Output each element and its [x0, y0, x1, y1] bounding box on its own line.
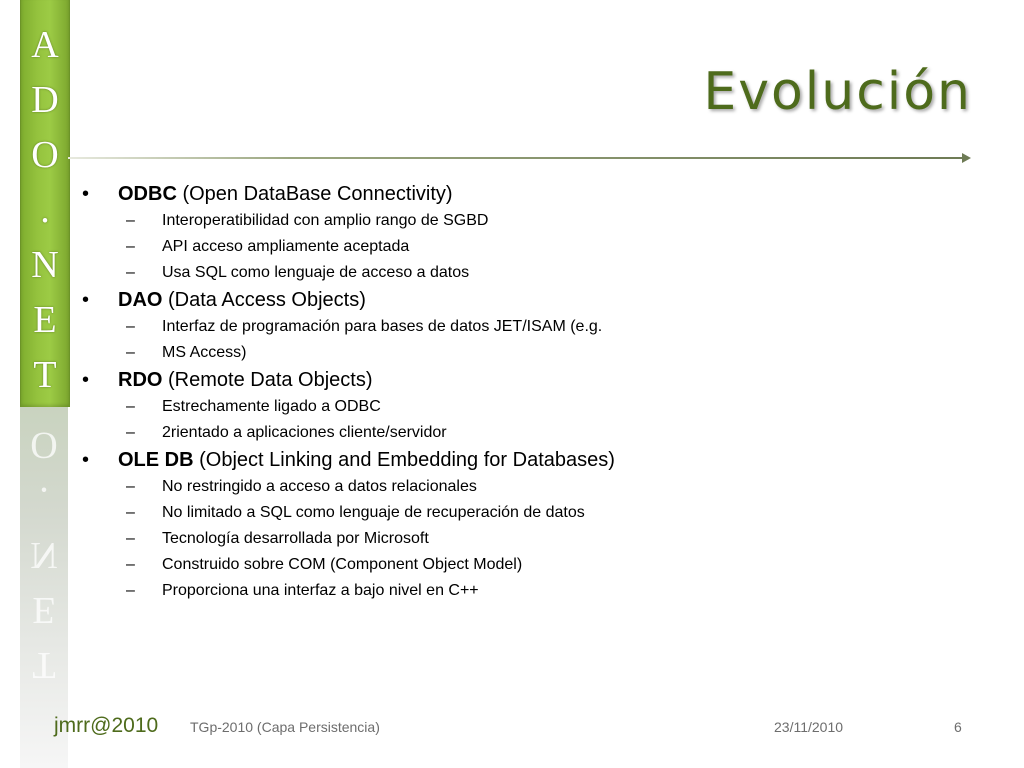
sub-item-text: Usa SQL como lenguaje de acceso a datos — [162, 264, 470, 281]
bullet-item-odbc — [82, 180, 982, 286]
reflection-letter: . — [39, 479, 49, 521]
slide-title: Evolución — [703, 62, 972, 122]
dash-icon: – — [126, 344, 135, 361]
reflection-letter: N — [30, 534, 58, 576]
dash-icon: – — [126, 424, 135, 441]
sub-item-text: 2rientado a aplicaciones cliente/servidor — [162, 424, 447, 441]
sub-item-text: Construido sobre COM (Component Object Model) — [162, 556, 523, 573]
banner-letter: A — [31, 24, 59, 66]
bullet-icon: • — [82, 369, 90, 391]
dash-icon: – — [126, 530, 135, 547]
side-banner-letters — [21, 18, 69, 403]
sub-item-text: Interoperatibilidad con amplio rango de SGBD — [162, 212, 489, 229]
reflection-letter: O — [30, 424, 58, 466]
bullet-icon: • — [82, 449, 90, 471]
dash-icon: – — [126, 478, 135, 495]
sub-item — [82, 234, 982, 260]
reflection-letter: T — [32, 644, 56, 686]
banner-letter: T — [33, 354, 57, 396]
reflection-letter: E — [32, 589, 56, 631]
dash-icon: – — [126, 318, 135, 335]
divider-arrow-icon — [962, 153, 971, 163]
bullet-heading — [82, 446, 982, 474]
dash-icon: – — [126, 212, 135, 229]
banner-letter: N — [31, 244, 59, 286]
sub-item — [82, 578, 982, 604]
bullet-heading — [82, 366, 982, 394]
sub-item — [82, 394, 982, 420]
bullet-keyword: DAO — [118, 289, 163, 311]
bullet-item-oledb — [82, 446, 982, 604]
dash-icon: – — [126, 264, 135, 281]
sub-item — [82, 420, 982, 446]
bullet-heading — [82, 180, 982, 208]
banner-letter: . — [40, 189, 50, 231]
footer-course: TGp-2010 (Capa Persistencia) — [190, 719, 380, 735]
dash-icon: – — [126, 556, 135, 573]
bullet-item-dao — [82, 286, 982, 366]
sub-item — [82, 260, 982, 286]
bullet-keyword: OLE DB — [118, 449, 194, 471]
dash-icon: – — [126, 238, 135, 255]
dash-icon: – — [126, 582, 135, 599]
dash-icon: – — [126, 504, 135, 521]
sub-item-text: Estrechamente ligado a ODBC — [162, 398, 381, 415]
sub-item-text: Interfaz de programación para bases de datos JET/ISAM (e.g. — [162, 318, 603, 335]
sub-item-text: Tecnología desarrollada por Microsoft — [162, 530, 429, 547]
banner-letter: O — [31, 134, 59, 176]
sub-item-text: No limitado a SQL como lenguaje de recuperación de datos — [162, 504, 585, 521]
sub-item — [82, 314, 982, 340]
sub-item — [82, 526, 982, 552]
side-banner — [20, 0, 70, 407]
dash-icon: – — [126, 398, 135, 415]
sub-item — [82, 474, 982, 500]
sub-item-text: API acceso ampliamente aceptada — [162, 238, 410, 255]
bullet-heading — [82, 286, 982, 314]
bullet-icon: • — [82, 289, 90, 311]
banner-letter: E — [33, 299, 57, 341]
bullet-description: (Open DataBase Connectivity) — [176, 183, 453, 205]
sub-item — [82, 340, 982, 366]
bullet-description: (Data Access Objects) — [162, 289, 366, 311]
title-divider — [68, 157, 964, 159]
footer-author: jmrr@2010 — [54, 714, 159, 737]
slide-content — [82, 180, 982, 604]
sub-item-text: MS Access) — [162, 344, 247, 361]
sub-item-text: Proporciona una interfaz a bajo nivel en C++ — [162, 582, 479, 599]
bullet-description: (Remote Data Objects) — [162, 369, 373, 391]
footer-page-number: 6 — [954, 719, 962, 735]
bullet-keyword: RDO — [118, 369, 163, 391]
sub-item — [82, 500, 982, 526]
sub-item — [82, 552, 982, 578]
sub-item-text: No restringido a acceso a datos relacionales — [162, 478, 477, 495]
banner-letter: D — [31, 79, 59, 121]
bullet-description: (Object Linking and Embedding for Databases) — [193, 449, 615, 471]
bullet-item-rdo — [82, 366, 982, 446]
bullet-keyword: ODBC — [118, 183, 177, 205]
footer-date: 23/11/2010 — [774, 719, 844, 735]
reflection-letters — [20, 417, 68, 692]
sub-item — [82, 208, 982, 234]
bullet-icon: • — [82, 183, 90, 205]
